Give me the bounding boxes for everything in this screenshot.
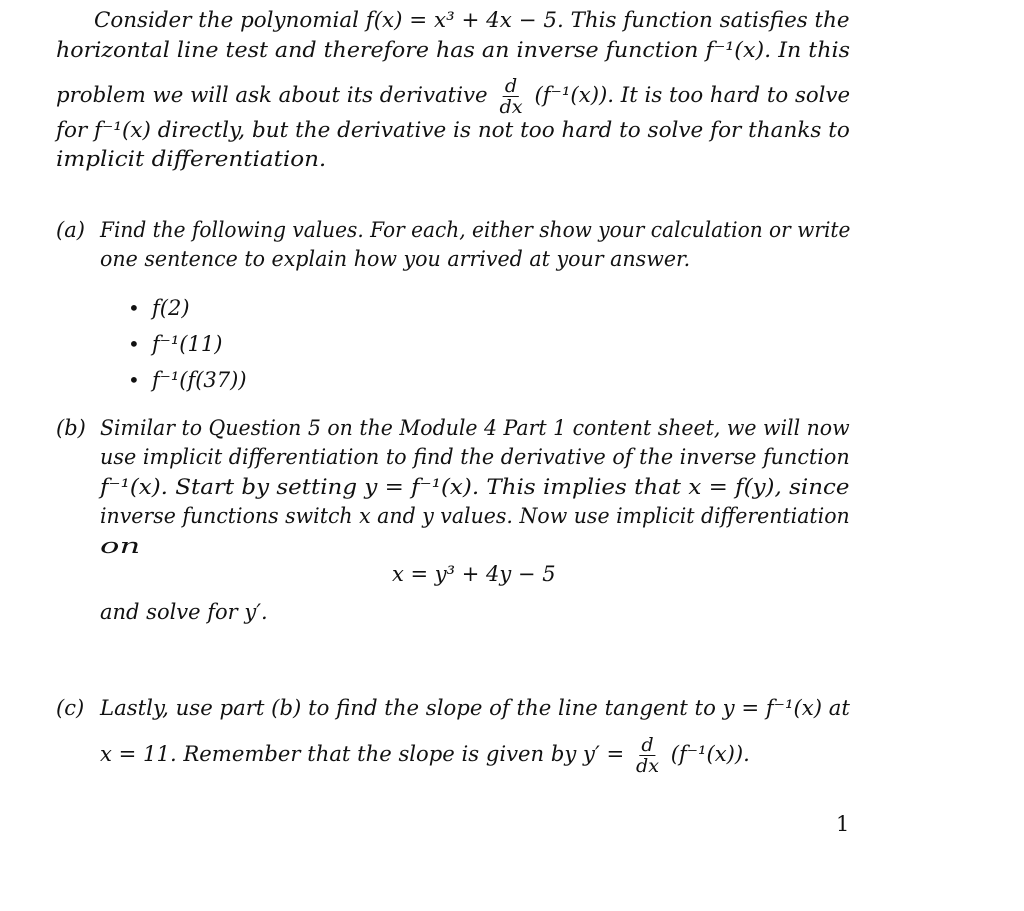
part-b-marker: (b) <box>56 416 86 440</box>
slope-fraction-denominator: dx <box>635 755 660 777</box>
bullet-2: • <box>128 332 140 356</box>
part-c-line-2 <box>100 735 750 776</box>
part-c-marker: (c) <box>56 696 85 720</box>
intro-text-4: for f⁻¹(x) directly, but the derivative is not too hard to solve for thanks to <box>56 118 850 142</box>
part-a-line-1 <box>100 216 850 244</box>
part-b-line-4 <box>100 502 850 530</box>
part-a-text-2: one sentence to explain how you arrived at your answer. <box>100 247 691 271</box>
intro-line-5 <box>56 145 326 173</box>
part-b-text-2: use implicit differentiation to find the derivative of the inverse function <box>100 445 850 469</box>
intro-text-2: horizontal line test and therefore has an inverse function f⁻¹(x). In this <box>56 38 850 62</box>
part-a-item-2: f⁻¹(11) <box>152 332 223 356</box>
part-b-text-6: and solve for y′. <box>100 600 268 624</box>
part-a-item-3: f⁻¹(f(37)) <box>152 368 247 392</box>
intro-text-3b: (f⁻¹(x)). It is too hard to solve <box>534 83 851 107</box>
part-c-text-2a: x = 11. Remember that the slope is given by y′ = <box>100 742 625 766</box>
slope-fraction-numerator: d <box>639 735 655 756</box>
intro-line-4 <box>56 116 850 144</box>
part-b-line-1 <box>100 414 850 442</box>
part-b-text-5: on <box>100 534 141 558</box>
part-c-text-2b: (f⁻¹(x)). <box>670 742 750 766</box>
part-b-line-6 <box>100 598 268 626</box>
part-a-marker: (a) <box>56 218 85 242</box>
part-c-text-1: Lastly, use part (b) to find the slope of the line tangent to y = f⁻¹(x) at <box>100 696 850 720</box>
derivative-fraction <box>497 76 524 117</box>
bullet-3: • <box>128 368 140 392</box>
part-b-text-4: inverse functions switch x and y values. Now use implicit differentiation <box>100 504 850 528</box>
part-a-text-1: Find the following values. For each, either show your calculation or write <box>100 218 851 242</box>
fraction-numerator: d <box>503 76 519 97</box>
intro-text-5: implicit differentiation. <box>56 147 327 171</box>
intro-line-3 <box>56 76 850 117</box>
intro-text-1: Consider the polynomial f(x) = x³ + 4x − 5. This function satisfies the <box>94 8 850 32</box>
slope-fraction <box>634 735 661 776</box>
part-a-item-1: f(2) <box>152 296 190 320</box>
intro-text-3a: problem we will ask about its derivative <box>56 83 488 107</box>
part-b-text-1: Similar to Question 5 on the Module 4 Part 1 content sheet, we will now <box>100 416 850 440</box>
fraction-denominator: dx <box>499 96 523 118</box>
part-c-line-1 <box>100 694 850 722</box>
bullet-1: • <box>128 296 140 320</box>
page-number: 1 <box>836 812 850 836</box>
implicit-equation: x = y³ + 4y − 5 <box>392 562 556 586</box>
intro-line-2 <box>56 36 850 64</box>
part-a-line-2 <box>100 245 690 273</box>
intro-line-1 <box>94 6 850 34</box>
part-b-line-5 <box>100 532 140 560</box>
part-b-line-2 <box>100 443 850 471</box>
part-b-text-3: f⁻¹(x). Start by setting y = f⁻¹(x). This implies that x = f(y), since <box>100 475 850 499</box>
part-b-line-3 <box>100 473 849 501</box>
